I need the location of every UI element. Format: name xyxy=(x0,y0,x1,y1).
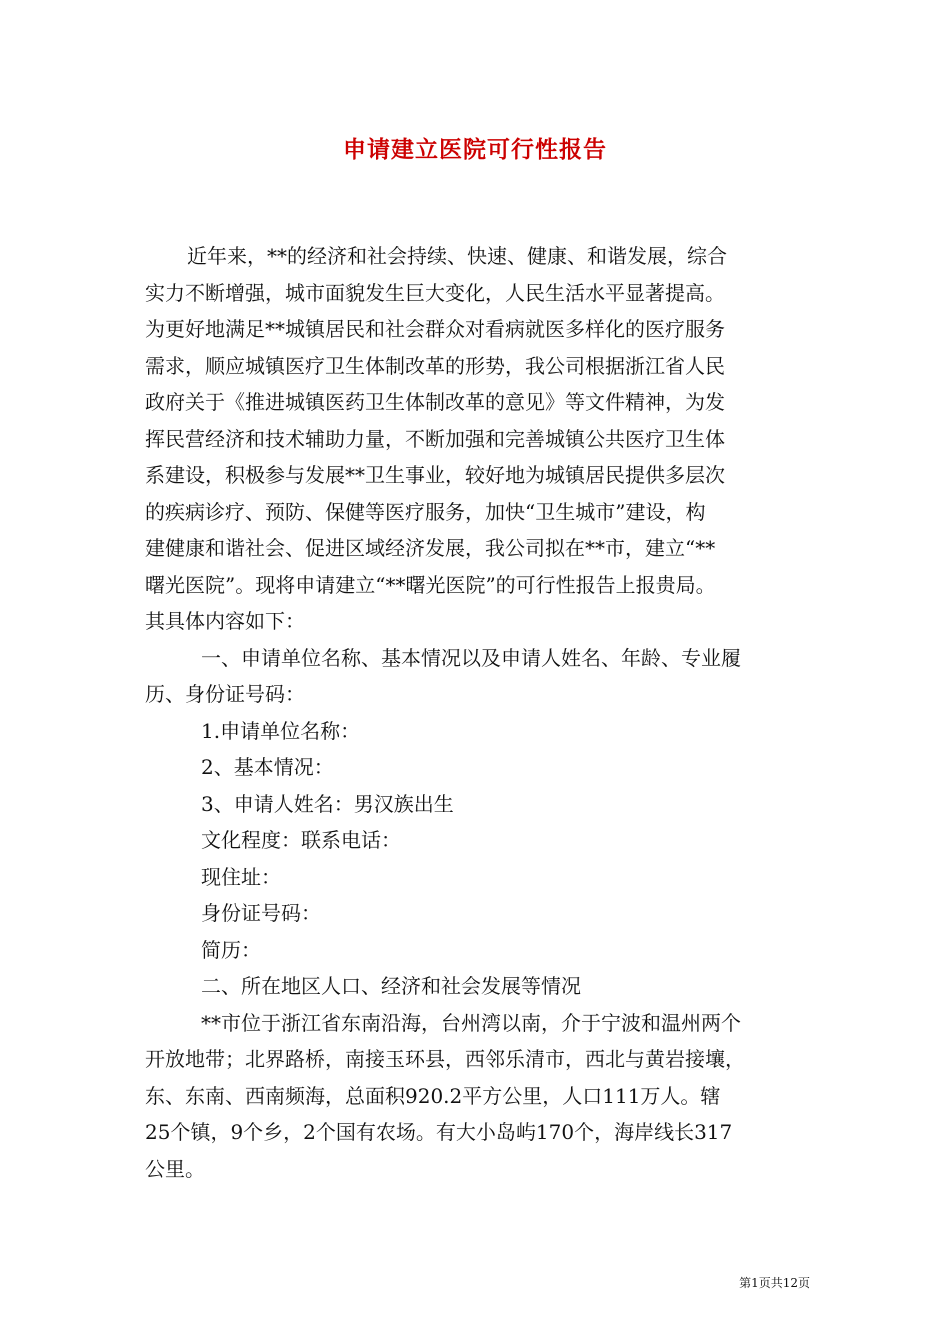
document-title: 申请建立医院可行性报告 xyxy=(343,136,607,163)
form-field-line: 3、申请人姓名：男汉族出生 xyxy=(201,791,454,816)
paragraph-line: 25个镇，9个乡，2个国有农场。有大小岛屿170个，海岸线长317 xyxy=(145,1120,733,1144)
form-field-line: 2、基本情况： xyxy=(201,755,334,779)
paragraph-line: 系建设，积极参与发展**卫生事业，较好地为城镇居民提供多层次 xyxy=(145,463,725,487)
form-field-line: 身份证号码： xyxy=(201,901,321,925)
paragraph-line: 近年来，**的经济和社会持续、快速、健康、和谐发展，综合 xyxy=(187,244,727,268)
paragraph-line: **市位于浙江省东南沿海，台州湾以南，介于宁波和温州两个 xyxy=(201,1010,741,1035)
paragraph-line: 公里。 xyxy=(145,1156,205,1181)
paragraph-line: 挥民营经济和技术辅助力量，不断加强和完善城镇公共医疗卫生体 xyxy=(145,426,725,451)
section-heading-line: 一、申请单位名称、基本情况以及申请人姓名、年龄、专业履 xyxy=(201,645,741,670)
document-body xyxy=(145,238,817,1187)
paragraph-line: 曙光医院”。现将申请建立“**曙光医院”的可行性报告上报贵局。 xyxy=(145,572,716,597)
paragraph-line: 为更好地满足**城镇居民和社会群众对看病就医多样化的医疗服务 xyxy=(145,317,725,341)
paragraph-line: 开放地带；北界路桥，南接玉环县，西邻乐清市，西北与黄岩接壤， xyxy=(145,1047,745,1071)
paragraph-line: 其具体内容如下： xyxy=(145,609,305,633)
form-field-line: 1.申请单位名称： xyxy=(201,718,361,743)
section-heading-line: 历、身份证号码： xyxy=(145,682,305,706)
form-field-line: 文化程度：联系电话： xyxy=(201,828,401,852)
section-heading-line: 二、所在地区人口、经济和社会发展等情况 xyxy=(201,974,581,998)
paragraph-line: 东、东南、西南频海，总面积920.2平方公里，人口111万人。辖 xyxy=(145,1083,721,1108)
paragraph-line: 需求，顺应城镇医疗卫生体制改革的形势，我公司根据浙江省人民 xyxy=(145,353,725,378)
paragraph-line: 实力不断增强，城市面貌发生巨大变化，人民生活水平显著提高。 xyxy=(145,280,725,305)
paragraph-line: 的疾病诊疗、预防、保健等医疗服务，加快“卫生城市”建设，构 xyxy=(145,499,706,524)
paragraph-line: 建健康和谐社会、促进区域经济发展，我公司拟在**市，建立“** xyxy=(145,536,716,560)
form-field-line: 简历： xyxy=(201,937,261,962)
page-number: 第1页共12页 xyxy=(739,1276,810,1290)
paragraph-line: 政府关于《推进城镇医药卫生体制改革的意见》等文件精神，为发 xyxy=(145,390,725,414)
form-field-line: 现住址： xyxy=(201,864,281,889)
